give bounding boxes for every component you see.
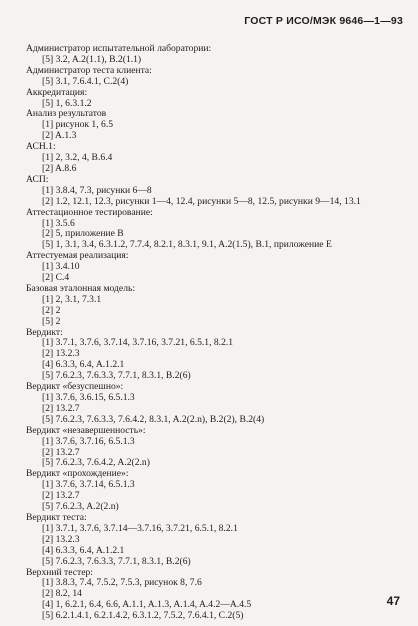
index-entry (26, 251, 402, 284)
index-entry (26, 513, 402, 568)
index-reference: [4] 1, 6.2.1, 6.4, 6.6, A.1.1, A.1.3, A.1.4, A.4.2—A.4.5 (42, 599, 252, 611)
index-term: АСН.1: (26, 141, 56, 153)
index-entry (26, 284, 402, 328)
index-term: Вердикт: (26, 326, 63, 338)
index-reference: [5] 7.6.2.3, 7.6.3.3, 7.7.1, 8.3.1, B.2(6) (42, 555, 191, 567)
index-reference: [5] 6.2.1.4.1, 6.2.1.4.2, 6.3.1.2, 7.5.2, 7.6.4.1, C.2(5) (42, 610, 244, 622)
index-reference: [5] 7.6.2.3, 7.6.4.2, A.2(2.n) (42, 457, 150, 469)
index-reference: [1] 3.4.10 (42, 261, 80, 273)
index-reference: [2] 13.2.3 (42, 348, 80, 360)
index-entry (26, 175, 402, 208)
index-reference: [5] 1, 3.1, 3.4, 6.3.1.2, 7.7.4, 8.2.1, 8.3.1, 9.1, A.2(1.5), B.1, приложение E (42, 239, 332, 251)
index-entries (26, 44, 402, 622)
index-term: Вердикт «незавершенность»: (26, 424, 146, 436)
index-entry (26, 328, 402, 383)
index-reference: [5] 3.1, 7.6.4.1, C.2(4) (42, 75, 129, 87)
index-reference: [5] 7.6.2.3, 7.6.3.3, 7.7.1, 8.3.1, B.2(6) (42, 370, 191, 382)
index-entry (26, 88, 402, 110)
index-reference: [1] 3.7.6, 3.7.14, 6.5.1.3 (42, 479, 135, 491)
index-entry (26, 426, 402, 470)
index-term: Анализ результатов (26, 108, 107, 120)
page-number: 47 (386, 594, 400, 608)
index-reference: [2] 13.2.7 (42, 490, 80, 502)
index-term: Вердикт «прохождение»: (26, 468, 129, 480)
index-reference: [5] 3.2, A.2(1.1), B.2(1.1) (42, 53, 142, 65)
index-reference: [2] A.1.3 (42, 130, 77, 142)
index-reference: [2] 13.2.7 (42, 402, 80, 414)
index-reference: [2] A.8.6 (42, 162, 77, 174)
index-term: Аттестуемая реализация: (26, 250, 129, 262)
index-term: Администратор теста клиента: (26, 64, 152, 76)
index-reference: [4] 6.3.3, 6.4, A.1.2.1 (42, 359, 125, 371)
index-reference: [1] 3.7.1, 3.7.6, 3.7.14, 3.7.16, 3.7.21, 6.5.1, 8.2.1 (42, 337, 234, 349)
index-reference: [2] 2 (42, 304, 61, 316)
index-term: Вердикт «безуспешно»: (26, 381, 124, 393)
index-reference: [1] 3.7.6, 3.7.16, 6.5.1.3 (42, 435, 135, 447)
index-entry (26, 66, 402, 88)
index-term: Аккредитация: (26, 86, 88, 98)
index-reference: [4] 6.3.3, 6.4, A.1.2.1 (42, 544, 125, 556)
index-entry (26, 44, 402, 66)
index-reference: [2] 13.2.3 (42, 533, 80, 545)
page-header: ГОСТ Р ИСО/МЭК 9646—1—93 (244, 15, 403, 27)
index-term: Базовая эталонная модель: (26, 282, 136, 294)
index-reference: [1] 2, 3.1, 7.3.1 (42, 293, 102, 305)
index-entry (26, 109, 402, 142)
index-reference: [1] 3.5.6 (42, 217, 75, 229)
index-term: Вердикт теста: (26, 511, 87, 523)
index-term: Аттестационное тестирование: (26, 206, 153, 218)
index-entry (26, 208, 402, 252)
index-reference: [5] 1, 6.3.1.2 (42, 97, 92, 109)
index-reference: [1] 3.8.3, 7.4, 7.5.2, 7.5.3, рисунок 8, 7.6 (42, 577, 202, 589)
index-reference: [1] 3.7.1, 3.7.6, 3.7.14—3.7.16, 3.7.21, 6.5.1, 8.2.1 (42, 522, 238, 534)
index-reference: [2] 8.2, 14 (42, 588, 82, 600)
index-entry (26, 382, 402, 426)
index-reference: [1] 3.7.6, 3.6.15, 6.5.1.3 (42, 392, 135, 403)
index-reference: [5] 7.6.2.3, 7.6.3.3, 7.6.4.2, 8.3.1, A.2(2.n), B.2(2), B.2(4) (42, 413, 265, 425)
index-term: АСП: (26, 173, 49, 185)
index-reference: [1] 3.8.4, 7.3, рисунки 6—8 (42, 184, 152, 196)
index-term: Верхний тестер: (26, 566, 93, 578)
index-reference: [2] 5, приложение B (42, 228, 124, 240)
index-entry (26, 568, 402, 623)
index-reference: [5] 7.6.2.3, A.2(2.n) (42, 501, 119, 513)
index-reference: [5] 2 (42, 315, 61, 327)
index-reference: [2] 1.2, 12.1, 12.3, рисунки 1—4, 12.4, рисунки 5—8, 12.5, рисунки 9—14, 13.1 (42, 195, 361, 207)
index-reference: [2] 13.2.7 (42, 446, 80, 458)
index-reference: [1] рисунок 1, 6.5 (42, 119, 114, 131)
index-entry (26, 142, 402, 175)
index-entry (26, 469, 402, 513)
index-term: Администратор испытательной лаборатории: (26, 43, 212, 54)
index-reference: [1] 2, 3.2, 4, B.6.4 (42, 152, 113, 164)
index-reference: [2] C.4 (42, 272, 70, 284)
